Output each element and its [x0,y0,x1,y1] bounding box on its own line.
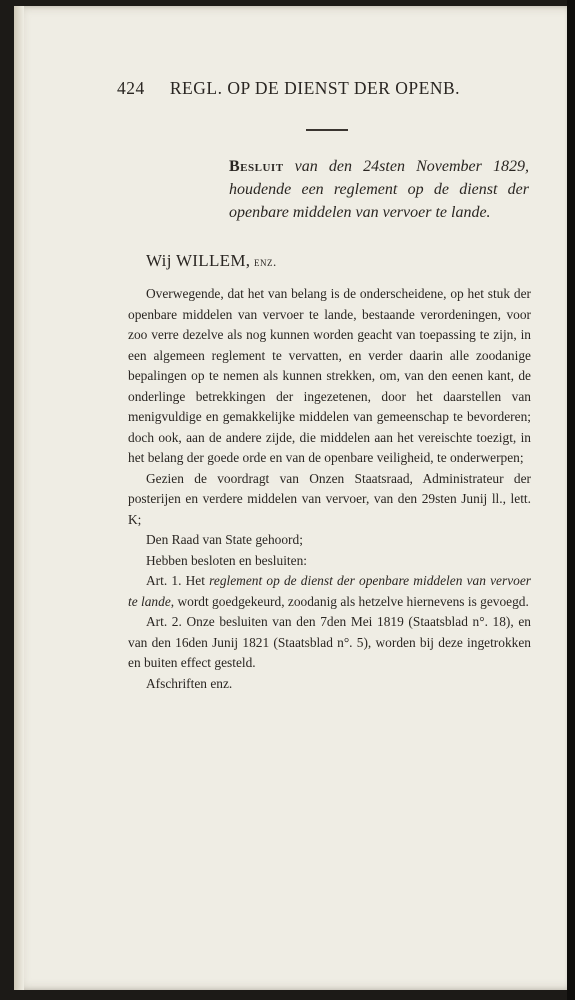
decree-title-lead: Besluit [229,158,284,175]
paragraph-art-2: Art. 2. Onze besluiten van den 7den Mei 1819 (Staatsblad n°. 18), en van den 16den Junij 1821 (Staatsblad n°. 5), worden bij deze ingetrokken en buiten effect gesteld. [128,614,531,670]
paragraph-closing: Afschriften enz. [146,675,233,691]
running-title: REGL. OP DE DIENST DER OPENB. [169,78,461,98]
separator-rule [306,129,348,131]
paragraph-besloten: Hebben besloten en besluiten: [146,552,308,568]
paragraph-raad-van-state: Den Raad van State gehoord; [146,532,303,547]
opening-formula [146,251,277,271]
art1-suffix: , wordt goedgekeurd, zoodanig als hetzelve hiernevens is gevoegd. [170,593,529,609]
paragraph-considerans: Overwegende, dat het van belang is de onderscheidene, op het stuk der openbare middelen van vervoer te lande, bestaande verordeningen, voor zoo verre dezelve als nog kunnen worden geacht van toepassing te zijn, in een algemeen reglement te vervatten, en verder daarin alle zoodanige bepalingen op te nemen als kunnen strekken, om, van den eenen kant, de onderlinge betrekkingen der ingezetenen, door het daarstellen van menigvuldige en gemakkelijke middelen van gemeenschap te bevorderen; doch ook, aan de andere zijde, die middelen aan het vereischte toezigt, in het belang der goede orde en van de openbare veiligheid, te onderwerpen; [128,286,531,465]
page-header [117,78,497,99]
decree-title [229,155,529,224]
art1-italic: reglement op de dienst der openbare middelen van vervoer te lande [128,573,531,609]
decree-title-text: van den 24sten November 1829, houdende een reglement op de dienst der openbare middelen van vervoer te lande. [229,158,529,221]
opening-wij: Wij WILLEM, [146,251,251,270]
book-spine-edge [567,0,575,1000]
page-number: 424 [117,78,145,98]
paragraph-art-1 [128,571,531,612]
page-gutter-shadow [14,6,24,990]
opening-enz: enz. [250,254,277,269]
decree-body [128,284,531,694]
paragraph-gezien: Gezien de voordragt van Onzen Staatsraad, Administrateur der posterijen en verdere middelen van vervoer, van den 29sten Junij ll., lett. K; [128,470,531,527]
art1-prefix: Art. 1. Het [146,573,210,588]
